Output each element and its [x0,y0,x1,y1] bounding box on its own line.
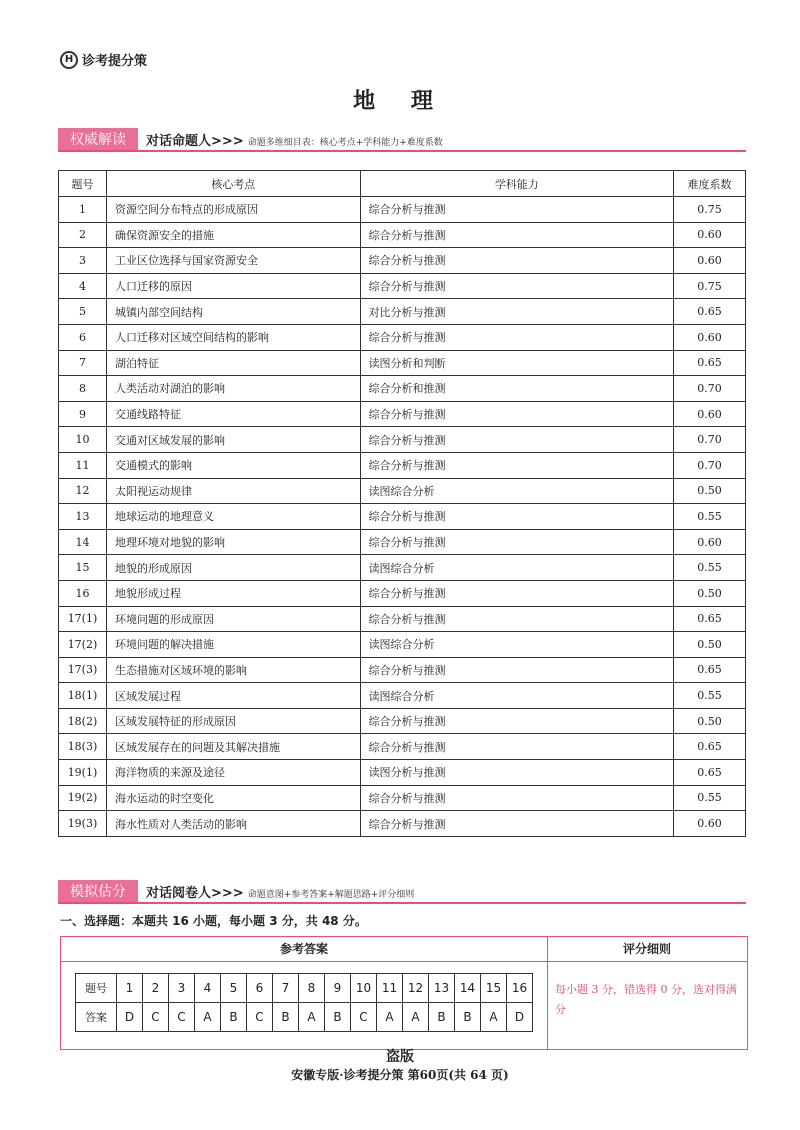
answer-number: 4 [195,974,221,1003]
cell-ability: 读图综合分析 [360,632,674,658]
cell-ability: 综合分析与推测 [360,606,674,632]
exam-spec-table [58,170,746,837]
answer-number: 3 [169,974,195,1003]
cell-core-point: 湖泊特征 [106,350,360,376]
cell-number: 14 [59,529,107,555]
table-row [59,504,746,530]
table-row [59,248,746,274]
answer-value: D [117,1003,143,1032]
cell-number: 17(3) [59,657,107,683]
answer-value: B [455,1003,481,1032]
table-row [59,632,746,658]
answer-value: B [325,1003,351,1032]
cell-core-point: 地貌的形成原因 [106,555,360,581]
table-row [59,324,746,350]
cell-number: 1 [59,197,107,223]
table-row [59,683,746,709]
cell-difficulty: 0.75 [674,197,746,223]
answer-value: C [169,1003,195,1032]
table-row [59,555,746,581]
table-row [59,350,746,376]
cell-difficulty: 0.55 [674,555,746,581]
brand [60,50,147,69]
cell-ability: 综合分析与推测 [360,324,674,350]
answer-number: 16 [507,974,533,1003]
cell-number: 4 [59,273,107,299]
table-row [59,760,746,786]
section-main-title: 对话阅卷人>>> [146,886,244,901]
answer-number: 5 [221,974,247,1003]
cell-core-point: 确保资源安全的措施 [106,222,360,248]
section-badge: 权威解读 [58,128,138,152]
cell-number: 2 [59,222,107,248]
cell-core-point: 太阳视运动规律 [106,478,360,504]
table-row [59,222,746,248]
answer-box [60,936,748,1050]
header-ability: 学科能力 [360,171,674,197]
cell-ability: 综合分析与推测 [360,452,674,478]
cell-number: 7 [59,350,107,376]
answer-value-row [76,1003,533,1032]
table-row [59,376,746,402]
cell-difficulty: 0.65 [674,350,746,376]
cell-number: 8 [59,376,107,402]
cell-number: 12 [59,478,107,504]
cell-ability: 综合分析与推测 [360,657,674,683]
cell-core-point: 资源空间分布特点的形成原因 [106,197,360,223]
cell-ability: 读图综合分析 [360,683,674,709]
header-difficulty: 难度系数 [674,171,746,197]
cell-ability: 综合分析和推测 [360,376,674,402]
cell-ability: 读图分析与推测 [360,760,674,786]
cell-difficulty: 0.65 [674,760,746,786]
cell-number: 10 [59,427,107,453]
answer-value: A [481,1003,507,1032]
cell-core-point: 区域发展过程 [106,683,360,709]
cell-ability: 读图综合分析 [360,478,674,504]
cell-difficulty: 0.50 [674,708,746,734]
answer-number: 11 [377,974,403,1003]
cell-core-point: 地理环境对地貌的影响 [106,529,360,555]
cell-ability: 读图分析和判断 [360,350,674,376]
cell-number: 18(2) [59,708,107,734]
cell-ability: 综合分析与推测 [360,222,674,248]
answer-number: 1 [117,974,143,1003]
cell-core-point: 海水运动的时空变化 [106,785,360,811]
cell-core-point: 海洋物质的来源及途径 [106,760,360,786]
cell-ability: 综合分析与推测 [360,504,674,530]
cell-number: 17(2) [59,632,107,658]
answer-value: A [195,1003,221,1032]
table-header-row [59,171,746,197]
answer-number: 7 [273,974,299,1003]
answer-number: 12 [403,974,429,1003]
table-row [59,606,746,632]
section-subtitle: 命题多维细目表：核心考点+学科能力+难度系数 [247,138,443,148]
cell-difficulty: 0.55 [674,504,746,530]
cell-core-point: 海水性质对人类活动的影响 [106,811,360,837]
cell-number: 15 [59,555,107,581]
table-body [59,197,746,837]
cell-number: 13 [59,504,107,530]
cell-ability: 综合分析与推测 [360,273,674,299]
cell-number: 9 [59,401,107,427]
table-row [59,708,746,734]
cell-difficulty: 0.65 [674,299,746,325]
cell-difficulty: 0.75 [674,273,746,299]
cell-difficulty: 0.50 [674,478,746,504]
cell-ability: 综合分析与推测 [360,529,674,555]
cell-number: 11 [59,452,107,478]
question-intro: 一、选择题：本题共 16 小题，每小题 3 分，共 48 分。 [60,914,367,928]
reference-answers-header: 参考答案 [61,937,547,962]
cell-ability: 读图综合分析 [360,555,674,581]
table-row [59,427,746,453]
table-row [59,734,746,760]
cell-core-point: 区域发展存在的问题及其解决措施 [106,734,360,760]
cell-core-point: 地貌形成过程 [106,580,360,606]
answer-value: B [221,1003,247,1032]
row-label: 题号 [76,974,117,1003]
cell-number: 19(3) [59,811,107,837]
answer-number: 14 [455,974,481,1003]
table-row [59,580,746,606]
cell-number: 18(1) [59,683,107,709]
cell-difficulty: 0.70 [674,452,746,478]
answer-number: 15 [481,974,507,1003]
cell-number: 18(3) [59,734,107,760]
cell-difficulty: 0.60 [674,529,746,555]
cell-core-point: 交通对区域发展的影响 [106,427,360,453]
table-row [59,785,746,811]
cell-core-point: 环境问题的形成原因 [106,606,360,632]
section-divider [58,150,746,152]
cell-core-point: 工业区位选择与国家资源安全 [106,248,360,274]
header-core-point: 核心考点 [106,171,360,197]
table-row [59,811,746,837]
answer-value: B [429,1003,455,1032]
cell-number: 3 [59,248,107,274]
cell-ability: 综合分析与推测 [360,785,674,811]
cell-difficulty: 0.70 [674,427,746,453]
cell-number: 5 [59,299,107,325]
row-label: 答案 [76,1003,117,1032]
answer-value: A [299,1003,325,1032]
cell-ability: 综合分析与推测 [360,708,674,734]
answer-number-row [76,974,533,1003]
cell-difficulty: 0.65 [674,657,746,683]
cell-core-point: 城镇内部空间结构 [106,299,360,325]
cell-core-point: 生态措施对区域环境的影响 [106,657,360,683]
header-number: 题号 [59,171,107,197]
answer-value: A [403,1003,429,1032]
cell-difficulty: 0.65 [674,734,746,760]
cell-difficulty: 0.60 [674,401,746,427]
cell-difficulty: 0.65 [674,606,746,632]
cell-ability: 综合分析与推测 [360,580,674,606]
cell-number: 19(2) [59,785,107,811]
answer-value: C [143,1003,169,1032]
cell-ability: 对比分析与推测 [360,299,674,325]
answer-number: 9 [325,974,351,1003]
section-header-authority [58,128,746,152]
brand-logo-icon: H [60,51,78,69]
table-row [59,452,746,478]
cell-difficulty: 0.50 [674,632,746,658]
cell-number: 19(1) [59,760,107,786]
section-header-estimate [58,880,746,904]
cell-ability: 综合分析与推测 [360,811,674,837]
cell-core-point: 交通线路特征 [106,401,360,427]
cell-difficulty: 0.55 [674,785,746,811]
cell-ability: 综合分析与推测 [360,401,674,427]
answer-number: 8 [299,974,325,1003]
scoring-rules-text: 每小题 3 分，错选得 0 分，选对得满分 [555,983,737,1016]
table-row [59,478,746,504]
reference-answers-panel [61,937,548,1049]
answer-value: D [507,1003,533,1032]
cell-difficulty: 0.60 [674,811,746,837]
cell-difficulty: 0.55 [674,683,746,709]
cell-core-point: 地球运动的地理意义 [106,504,360,530]
cell-difficulty: 0.70 [674,376,746,402]
answer-value: C [247,1003,273,1032]
answer-value: B [273,1003,299,1032]
cell-difficulty: 0.50 [674,580,746,606]
cell-core-point: 人口迁移的原因 [106,273,360,299]
cell-number: 6 [59,324,107,350]
table-row [59,657,746,683]
table-row [59,273,746,299]
cell-ability: 综合分析与推测 [360,197,674,223]
cell-difficulty: 0.60 [674,324,746,350]
answer-value: A [377,1003,403,1032]
cell-difficulty: 0.60 [674,222,746,248]
answer-number: 10 [351,974,377,1003]
cell-ability: 综合分析与推测 [360,734,674,760]
answer-value: C [351,1003,377,1032]
watermark: 盗版 [386,1049,414,1065]
scoring-rules-panel [547,937,747,1049]
section-badge: 模拟估分 [58,880,138,904]
section-subtitle: 命题意图+参考答案+解题思路+评分细则 [247,890,415,900]
cell-difficulty: 0.60 [674,248,746,274]
answer-table [75,973,533,1032]
brand-name: 诊考提分策 [82,54,148,69]
section-main-title: 对话命题人>>> [146,134,244,149]
page-title: 地 理 [353,89,447,114]
section-divider [58,902,746,904]
scoring-rules-header: 评分细则 [547,937,747,962]
cell-core-point: 人类活动对湖泊的影响 [106,376,360,402]
cell-ability: 综合分析与推测 [360,427,674,453]
cell-ability: 综合分析与推测 [360,248,674,274]
cell-number: 16 [59,580,107,606]
cell-core-point: 区域发展特征的形成原因 [106,708,360,734]
table-row [59,197,746,223]
table-row [59,299,746,325]
cell-core-point: 交通模式的影响 [106,452,360,478]
answer-number: 2 [143,974,169,1003]
table-row [59,529,746,555]
cell-core-point: 人口迁移对区域空间结构的影响 [106,324,360,350]
table-row [59,401,746,427]
cell-number: 17(1) [59,606,107,632]
cell-core-point: 环境问题的解决措施 [106,632,360,658]
answer-number: 13 [429,974,455,1003]
page-footer: 安徽专版·诊考提分策 第60页(共 64 页) [291,1068,509,1082]
answer-number: 6 [247,974,273,1003]
